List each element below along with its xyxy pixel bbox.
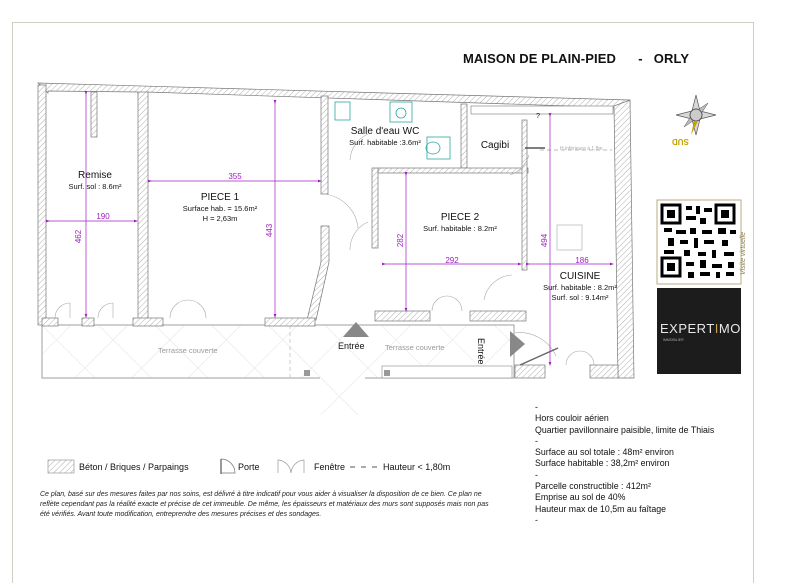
info-line: Hors couloir aérien xyxy=(535,413,609,424)
info-line: - xyxy=(535,469,538,480)
room-remise-surface: Surf. sol : 8.6m² xyxy=(68,182,122,191)
info-line: - xyxy=(535,402,538,412)
logo-brand: EXPERTIMO xyxy=(660,321,741,336)
legend-label-hatch: Béton / Briques / Parpaings xyxy=(79,462,189,472)
terrace-label-right: Terrasse couverte xyxy=(385,343,445,352)
info-line: Surface au sol totale : 48m² environ xyxy=(535,447,674,458)
pillar-right xyxy=(384,370,390,376)
info-line: Hauteur max de 10,5m au faîtage xyxy=(535,503,667,514)
page-title: MAISON DE PLAIN-PIED - ORLY xyxy=(463,51,690,66)
dim-cuisine-height: 494 xyxy=(540,233,550,248)
pillar-left xyxy=(304,370,310,376)
dim-cuisine-width: 186 xyxy=(575,256,589,265)
dim-remise-height: 462 xyxy=(74,229,84,244)
terrace xyxy=(42,325,514,415)
door-icon xyxy=(221,459,235,474)
legend-label-height: Hauteur < 1,80m xyxy=(383,462,451,472)
room-remise-name: Remise xyxy=(78,170,112,181)
entry-label-right: Entrée xyxy=(476,338,486,365)
room-cuisine-surface-sol: Surf. sol : 9.14m² xyxy=(551,293,609,302)
window-icon xyxy=(278,460,304,473)
room-cagibi-name: Cagibi xyxy=(480,140,510,151)
dim-piece1-height: 443 xyxy=(265,223,275,238)
terrace-label-left: Terrasse couverte xyxy=(158,346,218,355)
dimension-lines xyxy=(48,93,612,364)
room-salle-eau-surface: Surf. habitable :3.6m² xyxy=(349,138,421,147)
room-piece1-height: H = 2,63m xyxy=(202,214,238,223)
hatch-icon xyxy=(48,460,74,473)
logo-tagline: IMMOBILIER xyxy=(663,338,684,342)
room-piece2-surface: Surf. habitable : 8.2m² xyxy=(423,224,497,233)
room-piece1-surface: Surface hab. = 15.6m² xyxy=(182,204,258,213)
info-line: Surface habitable : 38,2m² environ xyxy=(535,458,670,469)
disclaimer: Ce plan, basé sur des mesures faites par nos soins, est délivré à titre indicatif pour vous aider à visualiser la disposition de ce bien. Ce plan ne reflète cependant pas la réalité exacte et précise de cet immeuble. De même, les épaisseurs et matériaux des murs sont supposés mais non pas été vérifiés. Avant toute modification, entreprendre des mesures précises et des sondages. xyxy=(40,491,489,518)
compass-icon xyxy=(676,95,716,135)
qr-code xyxy=(657,200,741,284)
dim-piece2-height: 282 xyxy=(396,233,406,248)
info-line: Parcelle constructible : 412m² xyxy=(535,481,651,492)
property-info xyxy=(535,402,714,526)
dim-remise-width: 190 xyxy=(96,212,110,221)
expertimo-logo xyxy=(657,288,741,374)
room-cuisine-name: CUISINE xyxy=(559,271,601,282)
appliance xyxy=(557,225,582,250)
entry-arrow-right xyxy=(510,331,525,357)
compass-label: SUD xyxy=(672,137,689,146)
info-line: Emprise au sol de 40% xyxy=(535,492,626,503)
room-cuisine-surface-hab: Surf. habitable : 8.2m² xyxy=(543,283,617,292)
dim-piece1-width: 355 xyxy=(228,172,242,181)
info-line: - xyxy=(535,435,538,446)
qr-label: Visite virtuelle xyxy=(740,231,747,275)
room-piece2-name: PIECE 2 xyxy=(440,212,480,223)
legend-label-window: Fenêtre xyxy=(314,462,346,472)
info-line: - xyxy=(535,514,538,525)
room-salle-eau-name: Salle d'eau WC xyxy=(350,126,420,137)
entry-label-bottom: Entrée xyxy=(338,341,365,351)
info-line: Quartier pavillonnaire paisible, limite de Thiais xyxy=(535,424,715,435)
room-piece1-name: PIECE 1 xyxy=(200,192,240,203)
legend-label-door: Porte xyxy=(238,462,260,472)
dim-piece2-width: 292 xyxy=(445,256,459,265)
room-cagibi-mark: ? xyxy=(535,111,541,120)
cuisine-height-note: H inférieure à 1,8m xyxy=(560,146,603,152)
